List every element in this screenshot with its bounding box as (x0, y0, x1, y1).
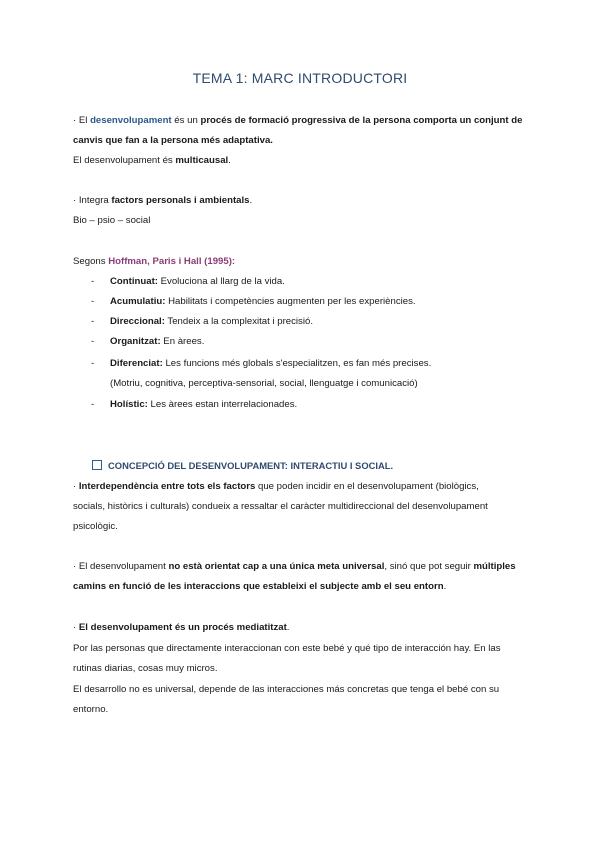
bullet-term: Acumulatiu: (110, 296, 166, 307)
text-prefix: · Integra (73, 195, 112, 206)
checkbox-icon (92, 460, 102, 470)
factors-bold: factors personals i ambientals (111, 195, 250, 206)
definition-bold: procés de formació progressiva de la persona comporta un conjunt de (200, 115, 523, 126)
bullet-dash: - (91, 316, 95, 327)
paragraph-meta-line1 (73, 561, 516, 573)
bullet-term: Organitzat: (110, 336, 161, 347)
paragraph-spanish-line2: rutinas diarias, cosas muy micros. (73, 663, 218, 674)
paragraph-interdependencia-line2: socials, històrics i culturals) condueix a ressaltar el caràcter multidireccional del desenvolupament (73, 501, 488, 512)
text-end: . (228, 155, 231, 166)
text-prefix: · (73, 622, 79, 633)
bullet-item-continuat (110, 276, 285, 287)
bullet-item-diferenciat (110, 358, 431, 369)
meta-bold: no està orientat cap a una única meta universal (168, 561, 385, 572)
paragraph-factors (73, 195, 252, 207)
bullet-text: Les funcions més globals s'especialitzen, es fan més precises. (162, 358, 432, 369)
reference-hoffman: Hoffman, Paris i Hall (1995): (108, 256, 236, 267)
bullet-text: Habilitats i competències augmenten per les experiències. (165, 296, 416, 307)
paragraph-bio-psico-social: Bio – psio – social (73, 215, 151, 226)
bullet-text: En àrees. (160, 336, 205, 347)
bullet-dash: - (91, 399, 95, 410)
bullet-text: Evoluciona al llarg de la vida. (157, 276, 285, 287)
interdependencia-bold: Interdependència entre tots els factors (78, 481, 256, 492)
paragraph-spanish-line4: entorno. (73, 704, 109, 715)
text-prefix: · (73, 481, 79, 492)
text-prefix: Segons (73, 256, 109, 267)
bullet-dash: - (91, 358, 95, 369)
paragraph-segons (73, 256, 235, 268)
bullet-item-organitzat (110, 336, 204, 347)
paragraph-multicausal (73, 155, 231, 167)
multiples-bold: múltiples (473, 561, 516, 572)
text-rest: que poden incidir en el desenvolupament (biològics, (255, 481, 479, 492)
multicausal-bold: multicausal (175, 155, 229, 166)
text-mid: és un (171, 115, 201, 126)
mediatitzat-bold: El desenvolupament és un procés mediatitzat (78, 622, 287, 633)
section-heading-text: CONCEPCIÓ DEL DESENVOLUPAMENT: INTERACTIU I SOCIAL. (108, 460, 394, 471)
bullet-note: (Motriu, cognitiva, perceptiva-sensorial, social, llenguatge i comunicació) (110, 378, 418, 389)
text-end: . (443, 581, 447, 592)
bullet-term: Continuat: (110, 276, 158, 287)
term-desenvolupament: desenvolupament (90, 115, 172, 126)
text: El desenvolupament és (73, 155, 176, 166)
paragraph-interdependencia-line1 (73, 481, 479, 493)
section-heading (92, 460, 393, 471)
bullet-text: Tendeix a la complexitat i precisió. (164, 316, 313, 327)
paragraph-interdependencia-line3: psicològic. (73, 521, 118, 532)
paragraph-mediatitzat (73, 622, 289, 634)
page-title: TEMA 1: MARC INTRODUCTORI (192, 70, 408, 86)
bullet-dash: - (91, 336, 95, 347)
camins-bold: camins en funció de les interaccions que estableixi el subjecte amb el seu entorn (73, 581, 444, 592)
bullet-text: Les àrees estan interrelacionades. (147, 399, 298, 410)
paragraph-spanish-line3: El desarrollo no es universal, depende de las interacciones más concretas que tenga el bebé con su (73, 684, 500, 695)
paragraph-spanish-line1: Por las personas que directamente interaccionan con este bebé y qué tipo de interacción hay. En las (73, 643, 501, 654)
paragraph-meta-line2 (73, 581, 446, 593)
text-prefix: · El (73, 115, 91, 126)
bullet-term: Direccional: (110, 316, 165, 327)
text-end: . (249, 195, 253, 206)
bullet-item-acumulatiu (110, 296, 416, 307)
text-end: . (286, 622, 290, 633)
bullet-dash: - (91, 276, 95, 287)
paragraph-definition-line2: canvis que fan a la persona més adaptativa. (73, 135, 273, 146)
text-prefix: · El desenvolupament (73, 561, 169, 572)
bullet-item-holistic (110, 399, 297, 410)
paragraph-definition-line1 (73, 115, 522, 127)
bullet-term: Holístic: (110, 399, 148, 410)
text-mid: , sinó que pot seguir (384, 561, 474, 572)
bullet-item-direccional (110, 316, 313, 327)
bullet-term: Diferenciat: (110, 358, 163, 369)
bullet-dash: - (91, 296, 95, 307)
